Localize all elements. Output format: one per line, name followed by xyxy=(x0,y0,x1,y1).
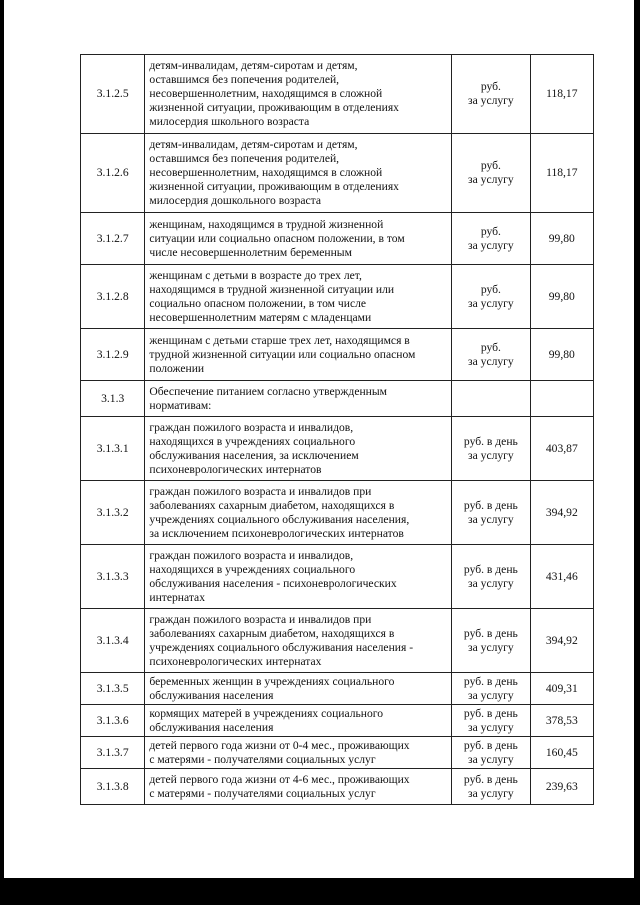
unit-line: за услугу xyxy=(468,720,514,734)
unit-line: руб. в день xyxy=(463,434,518,448)
table-row xyxy=(81,55,594,134)
description-line: граждан пожилого возраста и инвалидов при xyxy=(149,612,372,626)
unit-of-measure xyxy=(452,55,530,134)
tariff-price: 394,92 xyxy=(530,609,593,673)
tariff-table xyxy=(80,54,594,805)
unit-line: руб. xyxy=(480,282,501,296)
scan-border-right xyxy=(634,0,640,905)
unit-of-measure xyxy=(452,545,530,609)
unit-of-measure xyxy=(452,417,530,481)
tariff-price: 118,17 xyxy=(530,55,593,134)
item-code: 3.1.2.8 xyxy=(81,265,145,329)
unit-line: руб. xyxy=(480,159,501,172)
tariff-price: 99,80 xyxy=(530,213,593,265)
description-line: детей первого года жизни от 4-6 мес., проживающих xyxy=(149,772,410,786)
unit-line: за услугу xyxy=(468,448,514,462)
description-line: обслуживания населения xyxy=(149,688,274,702)
description-line: обслуживания населения, за исключением xyxy=(149,448,359,462)
description-line: женщинам с детьми старше трех лет, находящимся в xyxy=(149,333,410,347)
scan-border-left xyxy=(0,0,4,905)
description-line: жизненной ситуации, проживающим в отделениях xyxy=(149,101,399,114)
tariff-price: 394,92 xyxy=(530,481,593,545)
table-row xyxy=(81,417,594,481)
description-line: детей первого года жизни от 0-4 мес., проживающих xyxy=(149,738,410,752)
description-line: кормящих матерей в учреждениях социального xyxy=(149,706,384,720)
unit-line: руб. в день xyxy=(463,772,518,786)
item-code: 3.1.2.5 xyxy=(81,55,145,134)
description-line: психоневрологических интернатах xyxy=(149,654,322,668)
description-line: нормативам: xyxy=(149,398,212,412)
item-code: 3.1.3.7 xyxy=(81,737,145,769)
tariff-price: 99,80 xyxy=(530,265,593,329)
tariff-price: 160,45 xyxy=(530,737,593,769)
unit-of-measure xyxy=(452,134,530,213)
scan-border-bottom xyxy=(0,878,640,905)
description-line: трудной жизненной ситуации или социально опасном xyxy=(149,347,416,361)
service-description xyxy=(145,705,452,737)
tariff-price: 409,31 xyxy=(530,673,593,705)
unit-of-measure xyxy=(452,265,530,329)
table-row xyxy=(81,329,594,381)
service-description xyxy=(145,417,452,481)
table-row xyxy=(81,705,594,737)
service-description xyxy=(145,769,452,805)
unit-line: руб. в день xyxy=(463,498,518,512)
table-row xyxy=(81,609,594,673)
unit-line: за услугу xyxy=(468,640,514,654)
description-line: числе несовершеннолетним беременным xyxy=(149,245,352,259)
table-row xyxy=(81,673,594,705)
description-line: заболеваниях сахарным диабетом, находящихся в xyxy=(149,626,395,640)
description-line: беременных женщин в учреждениях социального xyxy=(149,674,395,688)
unit-line: за услугу xyxy=(468,688,514,702)
description-line: детям-инвалидам, детям-сиротам и детям, xyxy=(149,59,358,72)
unit-of-measure xyxy=(452,673,530,705)
description-line: женщинам, находящимся в трудной жизненной xyxy=(149,217,384,231)
item-code: 3.1.3.2 xyxy=(81,481,145,545)
unit-of-measure xyxy=(452,329,530,381)
table-row xyxy=(81,769,594,805)
unit-of-measure xyxy=(452,705,530,737)
table-row xyxy=(81,737,594,769)
item-code: 3.1.2.6 xyxy=(81,134,145,213)
unit-of-measure xyxy=(452,213,530,265)
description-line: обслуживания населения xyxy=(149,720,274,734)
service-description xyxy=(145,213,452,265)
tariff-price: 99,80 xyxy=(530,329,593,381)
tariff-price: 403,87 xyxy=(530,417,593,481)
description-line: несовершеннолетним, находящимся в сложной xyxy=(149,87,383,100)
service-description xyxy=(145,609,452,673)
tariff-table-body xyxy=(81,55,594,805)
tariff-price: 431,46 xyxy=(530,545,593,609)
unit-line: руб. в день xyxy=(463,674,518,688)
description-line: ситуации или социально опасном положении, в том xyxy=(149,231,405,245)
service-description xyxy=(145,265,452,329)
unit-line: руб. xyxy=(480,340,501,354)
service-description xyxy=(145,545,452,609)
tariff-price: 378,53 xyxy=(530,705,593,737)
description-line: женщинам с детьми в возрасте до трех лет, xyxy=(149,268,362,282)
description-line: обслуживания населения - психоневрологических xyxy=(149,576,397,590)
description-line: милосердия школьного возраста xyxy=(149,115,310,128)
table-row xyxy=(81,213,594,265)
service-description xyxy=(145,329,452,381)
description-line: оставшимся без попечения родителей, xyxy=(149,152,340,165)
item-code: 3.1.3.6 xyxy=(81,705,145,737)
description-line: заболеваниях сахарным диабетом, находящихся в xyxy=(149,498,395,512)
description-line: социально опасном положении, в том числе xyxy=(149,296,367,310)
table-row xyxy=(81,134,594,213)
tariff-price xyxy=(530,381,593,417)
unit-line: за услугу xyxy=(468,576,514,590)
unit-line: за услугу xyxy=(468,173,514,186)
description-line: учреждениях социального обслуживания населения - xyxy=(149,640,414,654)
description-line: граждан пожилого возраста и инвалидов при xyxy=(149,484,372,498)
item-code: 3.1.3.1 xyxy=(81,417,145,481)
tariff-price: 118,17 xyxy=(530,134,593,213)
description-line: милосердия дошкольного возраста xyxy=(149,194,321,207)
service-description xyxy=(145,55,452,134)
table-row xyxy=(81,381,594,417)
service-description xyxy=(145,134,452,213)
unit-line: руб. в день xyxy=(463,562,518,576)
unit-line: руб. в день xyxy=(463,626,518,640)
description-line: учреждениях социального обслуживания населения, xyxy=(149,512,410,526)
description-line: положении xyxy=(149,361,205,375)
description-line: детям-инвалидам, детям-сиротам и детям, xyxy=(149,138,358,151)
item-code: 3.1.3.4 xyxy=(81,609,145,673)
description-line: граждан пожилого возраста и инвалидов, xyxy=(149,420,354,434)
description-line: Обеспечение питанием согласно утвержденным xyxy=(149,384,388,398)
service-description xyxy=(145,737,452,769)
unit-of-measure xyxy=(452,381,530,417)
unit-line: за услугу xyxy=(468,354,514,368)
unit-of-measure xyxy=(452,609,530,673)
unit-line: руб. в день xyxy=(463,738,518,752)
unit-of-measure xyxy=(452,481,530,545)
description-line: несовершеннолетним, находящимся в сложной xyxy=(149,166,383,179)
unit-line: руб. в день xyxy=(463,706,518,720)
unit-of-measure xyxy=(452,769,530,805)
description-line: с матерями - получателями социальных услуг xyxy=(149,786,376,800)
table-row xyxy=(81,265,594,329)
item-code: 3.1.3 xyxy=(81,381,145,417)
description-line: психоневрологических интернатов xyxy=(149,462,322,476)
description-line: оставшимся без попечения родителей, xyxy=(149,73,340,86)
description-line: находящимся в трудной жизненной ситуации или xyxy=(149,282,395,296)
item-code: 3.1.2.9 xyxy=(81,329,145,381)
service-description xyxy=(145,381,452,417)
item-code: 3.1.2.7 xyxy=(81,213,145,265)
unit-line: за услугу xyxy=(468,94,514,107)
unit-line: за услугу xyxy=(468,296,514,310)
item-code: 3.1.3.5 xyxy=(81,673,145,705)
description-line: жизненной ситуации, проживающим в отделениях xyxy=(149,180,399,193)
unit-line: за услугу xyxy=(468,752,514,766)
unit-line: за услугу xyxy=(468,512,514,526)
item-code: 3.1.3.8 xyxy=(81,769,145,805)
service-description xyxy=(145,481,452,545)
item-code: 3.1.3.3 xyxy=(81,545,145,609)
description-line: интернатах xyxy=(149,590,205,604)
description-line: с матерями - получателями социальных услуг xyxy=(149,752,376,766)
unit-line: руб. xyxy=(480,224,501,238)
unit-line: за услугу xyxy=(468,238,514,252)
service-description xyxy=(145,673,452,705)
description-line: находящихся в учреждениях социального xyxy=(149,562,356,576)
table-row xyxy=(81,481,594,545)
table-row xyxy=(81,545,594,609)
description-line: несовершеннолетним матерям с младенцами xyxy=(149,310,372,324)
description-line: за исключением психоневрологических интернатов xyxy=(149,526,404,540)
description-line: граждан пожилого возраста и инвалидов, xyxy=(149,548,354,562)
unit-line: руб. xyxy=(480,80,501,93)
unit-of-measure xyxy=(452,737,530,769)
tariff-price: 239,63 xyxy=(530,769,593,805)
description-line: находящихся в учреждениях социального xyxy=(149,434,356,448)
unit-line: за услугу xyxy=(468,786,514,800)
